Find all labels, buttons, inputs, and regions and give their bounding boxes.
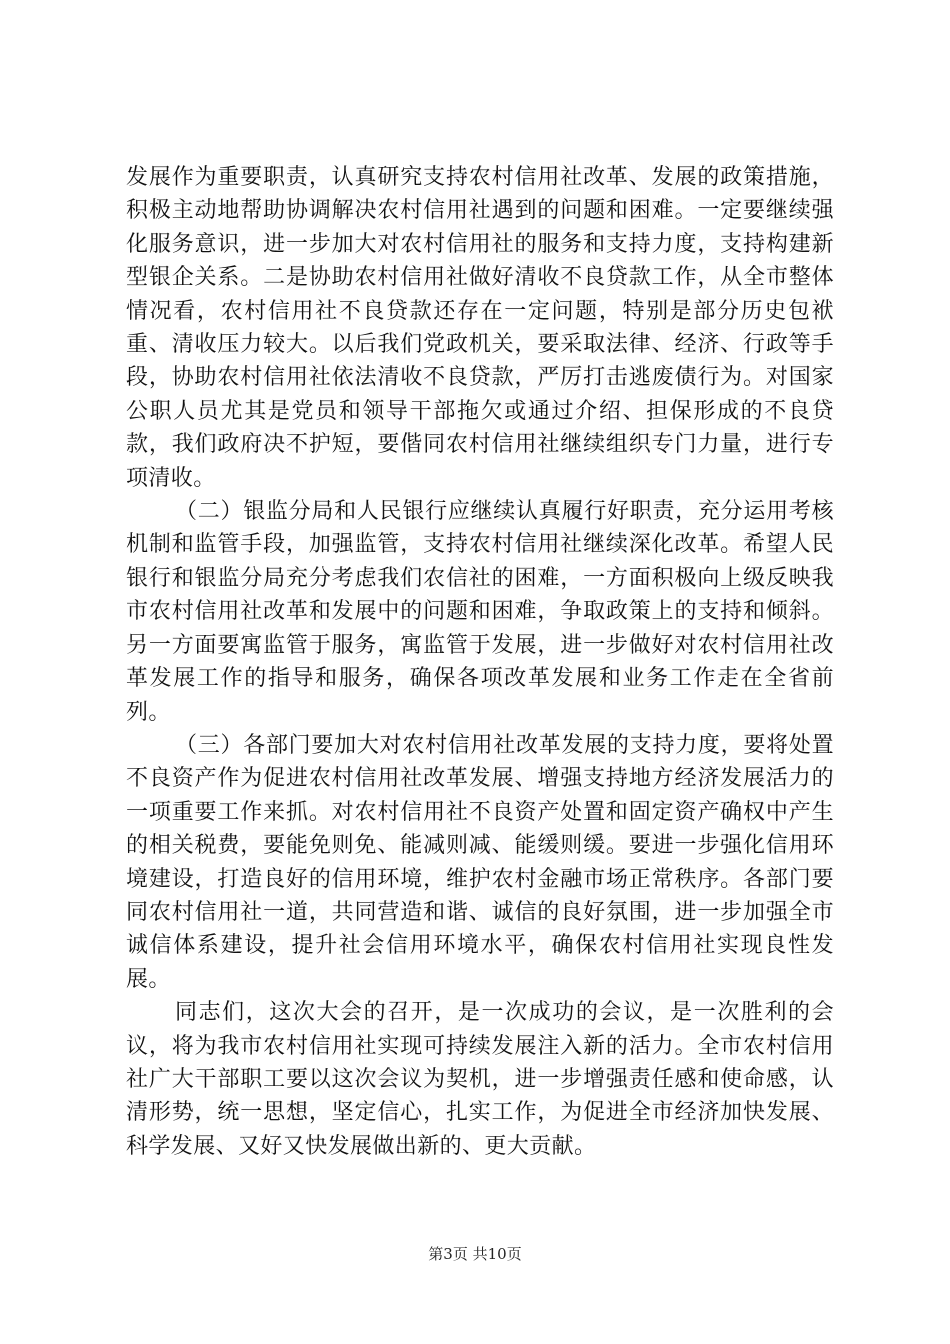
page-number-footer: 第3页 共10页	[428, 1245, 522, 1263]
paragraph-closing: 同志们，这次大会的召开，是一次成功的会议，是一次胜利的会议，将为我市农村信用社实现可持续发展注入新的活力。全市农村信用社广大干部职工要以这次会议为契机，进一步增强责任感和使命感，认清形势，统一思想，坚定信心，扎实工作，为促进全市经济加快发展、科学发展、又好又快发展做出新的、更大贡献。	[126, 1000, 834, 1159]
document-body	[126, 161, 834, 1163]
paragraph-continued: 发展作为重要职责，认真研究支持农村信用社改革、发展的政策措施，积极主动地帮助协调解决农村信用社遇到的问题和困难。一定要继续强化服务意识，进一步加大对农村信用社的服务和支持力度，支持构建新型银企关系。二是协助农村信用社做好清收不良贷款工作，从全市整体情况看，农村信用社不良贷款还存在一定问题，特别是部分历史包袱重、清收压力较大。以后我们党政机关，要采取法律、经济、行政等手段，协助农村信用社依法清收不良贷款，严厉打击逃废债行为。对国家公职人员尤其是党员和领导干部拖欠或通过介绍、担保形成的不良贷款，我们政府决不护短，要偕同农村信用社继续组织专门力量，进行专项清收。	[126, 165, 834, 491]
paragraph-3: （三）各部门要加大对农村信用社改革发展的支持力度，要将处置不良资产作为促进农村信用社改革发展、增强支持地方经济发展活力的一项重要工作来抓。对农村信用社不良资产处置和固定资产确权中产生的相关税费，要能免则免、能减则减、能缓则缓。要进一步强化信用环境建设，打造良好的信用环境，维护农村金融市场正常秩序。各部门要同农村信用社一道，共同营造和谐、诚信的良好氛围，进一步加强全市诚信体系建设，提升社会信用环境水平，确保农村信用社实现良性发展。	[126, 732, 834, 992]
paragraph-2: （二）银监分局和人民银行应继续认真履行好职责，充分运用考核机制和监管手段，加强监管，支持农村信用社继续深化改革。希望人民银行和银监分局充分考虑我们农信社的困难，一方面积极向上级反映我市农村信用社改革和发展中的问题和困难，争取政策上的支持和倾斜。另一方面要寓监管于服务，寓监管于发展，进一步做好对农村信用社改革发展工作的指导和服务，确保各项改革发展和业务工作走在全省前列。	[126, 499, 834, 725]
